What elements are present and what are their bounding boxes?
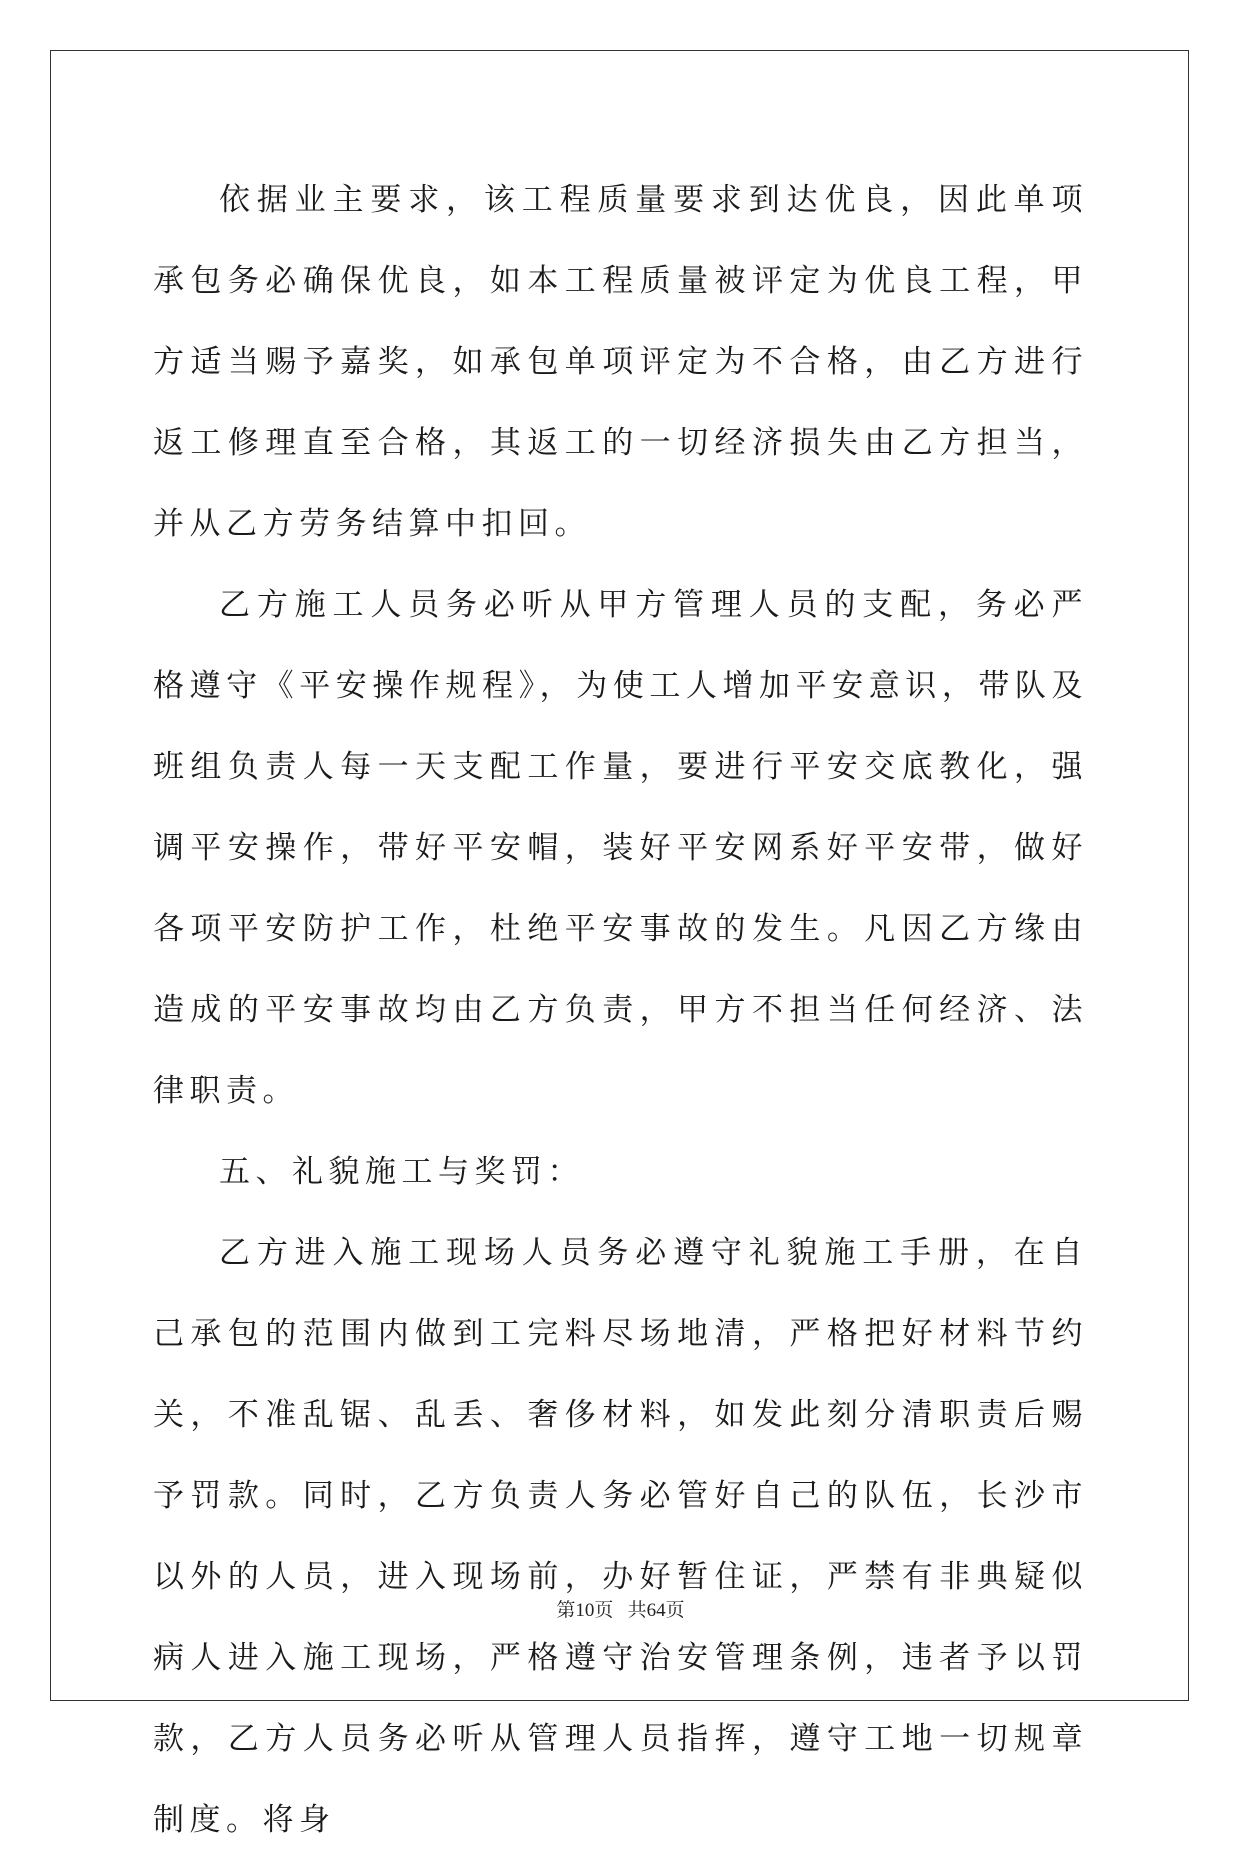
page-number: 第10页 xyxy=(556,1600,614,1621)
paragraph-civilized-construction: 乙方进入施工现场人员务必遵守礼貌施工手册，在自己承包的范围内做到工完料尽场地清，严格把好材料节约关，不准乱锯、乱丢、奢侈材料，如发此刻分清职责后赐予罚款。同时，乙方负责人务必管好自己的队伍，长沙市以外的人员，进入现场前，办好暂住证，严禁有非典疑似病人进入施工现场，严格遵守治安管理条例，违者予以罚款，乙方人员务必听从管理人员指挥，遵守工地一切规章制度。将身 xyxy=(153,1235,1088,1838)
paragraph-quality: 依据业主要求，该工程质量要求到达优良，因此单项承包务必确保优良，如本工程质量被评定为优良工程，甲方适当赐予嘉奖，如承包单项评定为不合格，由乙方进行返工修理直至合格，其返工的一切经济损失由乙方担当，并从乙方劳务结算中扣回。 xyxy=(153,182,1088,542)
page-total: 共64页 xyxy=(627,1600,685,1621)
page-footer xyxy=(0,1595,1241,1622)
section-heading-civilized-construction: 五、礼貌施工与奖罚： xyxy=(219,1154,584,1190)
paragraph-safety: 乙方施工人员务必听从甲方管理人员的支配，务必严格遵守《平安操作规程》，为使工人增加平安意识，带队及班组负责人每一天支配工作量，要进行平安交底教化，强调平安操作，带好平安帽，装好平安网系好平安带，做好各项平安防护工作，杜绝平安事故的发生。凡因乙方缘由造成的平安事故均由乙方负责，甲方不担当任何经济、法律职责。 xyxy=(153,587,1088,1109)
